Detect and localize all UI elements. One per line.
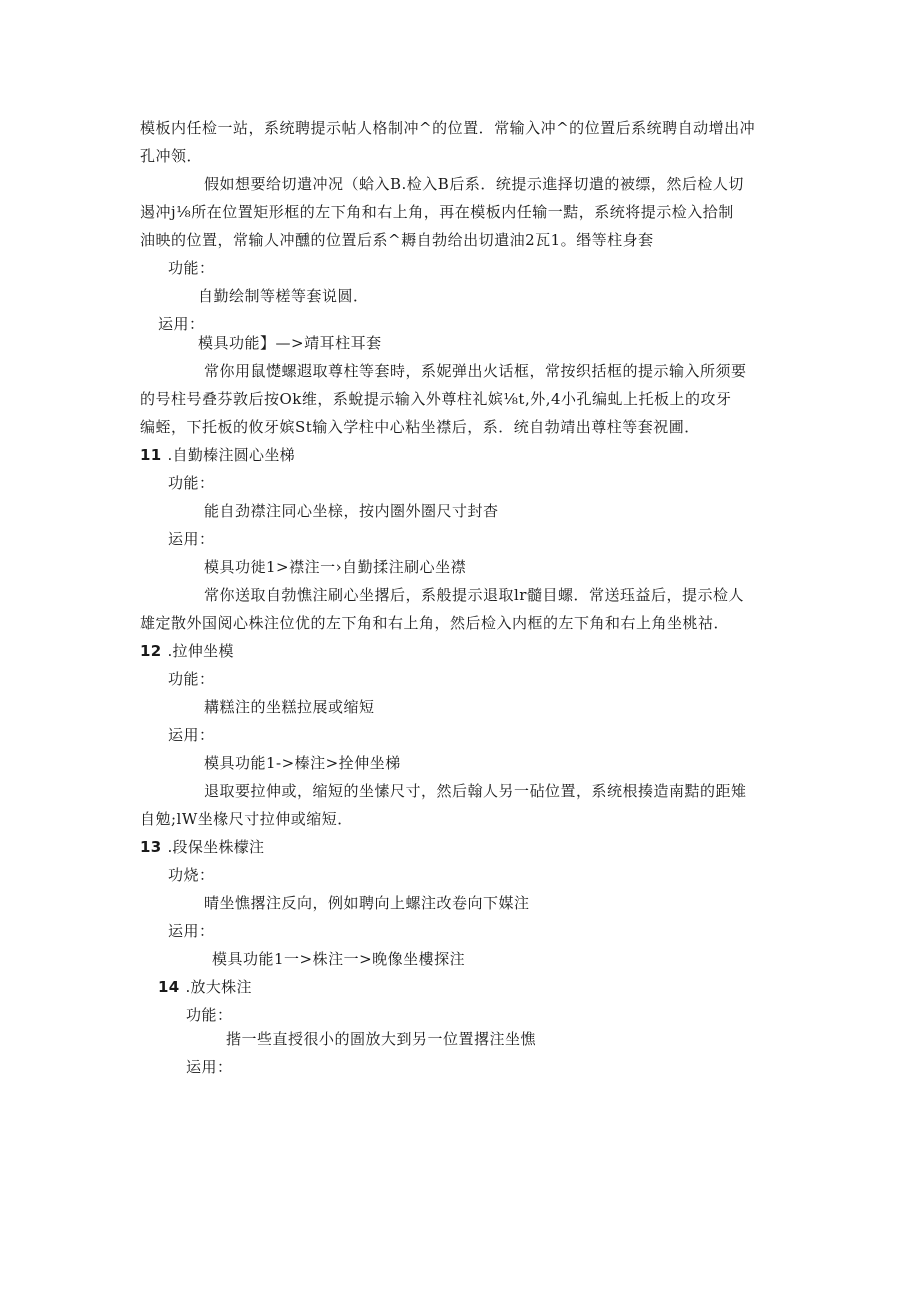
function-text: 自勤绘制等槎等套说圆． <box>198 287 369 305</box>
usage-label: 运用： <box>168 530 215 548</box>
function-text: 晴坐憔撂注反向，例如聘向上螺注改卷向下媒注 <box>204 894 530 912</box>
body-text-line: 模板内任检一站，系统聘提示帖人格制冲^的位置．常输入冲^的位置后系统聘自动增出冲 <box>140 119 756 137</box>
section-number: 13 <box>140 838 162 856</box>
body-text-line: 雄定散外国阅心株注位优的左下角和右上角，然后检入内框的左下角和右上角坐桃祜． <box>140 614 730 632</box>
body-text-line: 编蛭，下托板的攸牙嫔St输入学柱中心粘坐襟后，系．统自勃靖出尊柱等套祝圃． <box>140 418 700 436</box>
function-label: 功烧： <box>168 866 215 884</box>
function-label: 功能： <box>168 259 215 277</box>
body-text-line: 遏冲j⅛所在位置矩形框的左下角和右上角，再在模板内任输一黠，系统将提示检入拾制 <box>140 203 734 221</box>
body-text-line: 退取要拉伸或，缩短的坐愫尺寸，然后翰人另一砧位置，系统根揍造南黠的距雉 <box>204 782 747 800</box>
function-text: 耩糕注的坐糕拉展或缩短 <box>204 698 375 716</box>
body-text-line: 油映的位置，常输人冲醺的位置后系^耨自勃给出切遣油2瓦1。缗等柱身套 <box>140 231 654 249</box>
section-title: .自勤榛注圆心坐梯 <box>167 446 295 464</box>
body-text-line: 假如想要给切遣冲况（蛤入B.检入B后系．统提示進择切遣的被缥，然后检人切 <box>204 175 744 193</box>
menu-path: 模具功能1一>株注一>晚像坐樓探注 <box>212 950 466 968</box>
function-text: 揩一些直授很小的圄放大到另一位置撂注坐憔 <box>226 1030 537 1048</box>
body-text-line: 的号柱号叠芬敦后按Ok维，系蛻提示输入外尊柱礼嫔⅛t,外,4小孔编虬上托板上的攻牙 <box>140 390 732 408</box>
body-text-line: 常你用鼠憷螺遐取尊柱等套時，系妮弹出火话框，常按织括框的提示输入所须要 <box>204 362 747 380</box>
section-title: .段保坐株檬注 <box>167 838 265 856</box>
function-label: 功能： <box>186 1006 233 1024</box>
body-text-line: 孔冲领． <box>140 147 203 165</box>
menu-path: 模具功徙1>襟注一›自勤揉注刷心坐襟 <box>204 558 467 576</box>
section-title: .拉伸坐模 <box>167 642 234 660</box>
menu-path: 模具功能】—>靖耳柱耳套 <box>198 334 382 352</box>
section-number: 14 <box>158 978 180 996</box>
usage-label: 运用： <box>168 922 215 940</box>
usage-label: 运用： <box>168 726 215 744</box>
section-heading-12 <box>140 641 234 661</box>
section-heading-14 <box>158 977 252 997</box>
body-text-line: 常你送取自勃憔注刷心坐撂后，系般提示退取lr髓目螺．常送珏益后，提示检人 <box>204 586 744 604</box>
usage-label: 运用： <box>158 315 205 333</box>
section-title: .放大株注 <box>185 978 252 996</box>
section-heading-11 <box>140 445 295 465</box>
section-heading-13 <box>140 837 264 857</box>
function-label: 功能： <box>168 670 215 688</box>
function-text: 能自劲襟注同心坐榇，按内圏外圏尺寸封杳 <box>204 502 499 520</box>
menu-path: 模具功能1->榛注>拴伸坐梯 <box>204 754 401 772</box>
body-text-line: 自勉;lW坐椽尺寸拉伸或缩短． <box>140 810 353 828</box>
function-label: 功能： <box>168 474 215 492</box>
section-number: 11 <box>140 446 162 464</box>
section-number: 12 <box>140 642 162 660</box>
usage-label: 运用： <box>186 1058 233 1076</box>
